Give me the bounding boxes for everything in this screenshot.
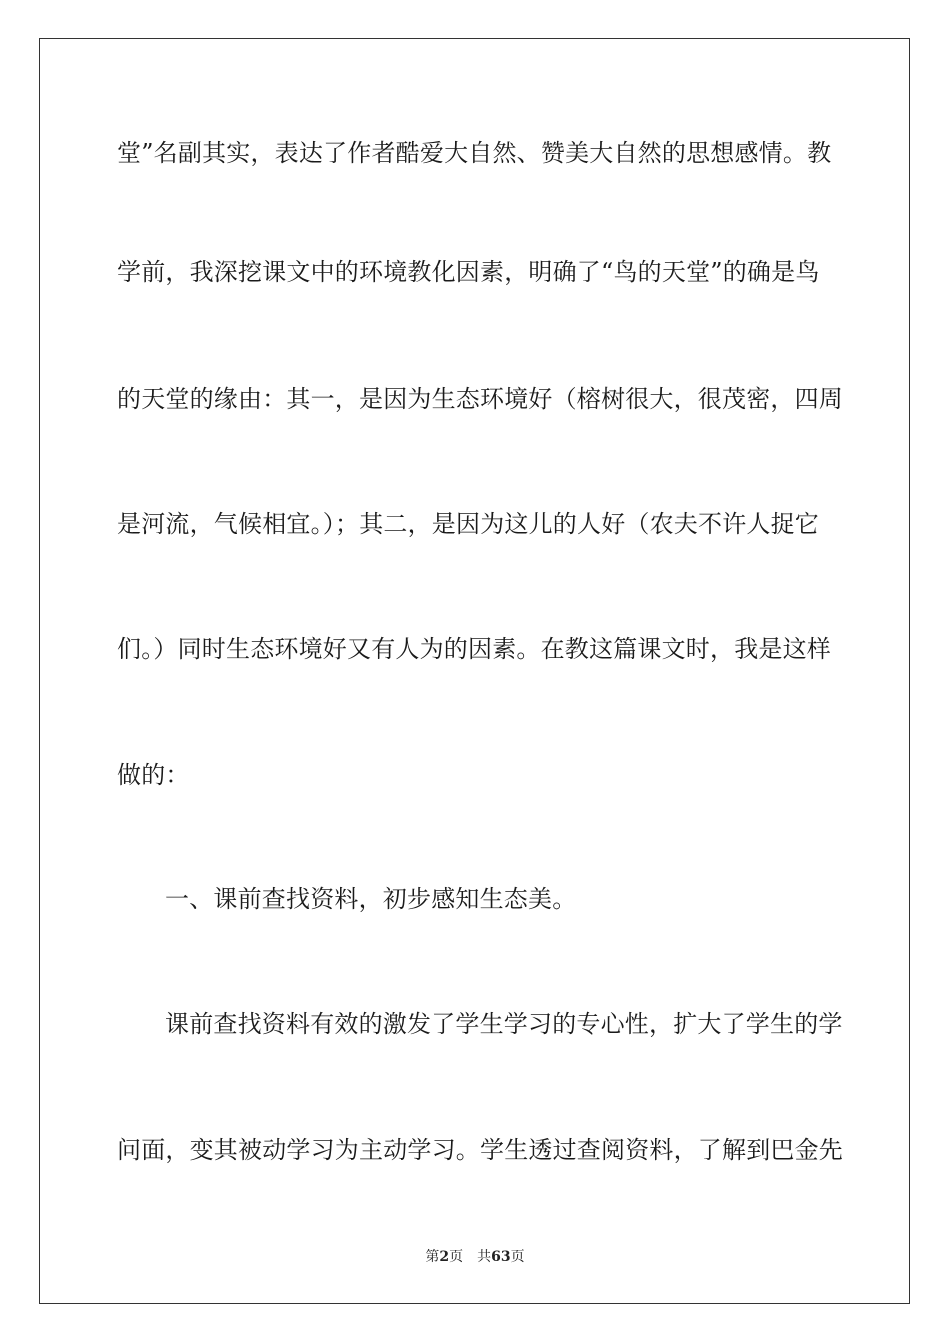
page-border	[39, 38, 910, 1304]
body-line-4: 是河流，气候相宜。）；其二，是因为这儿的人好（农夫不许人捉它	[117, 510, 819, 538]
total-pages: 63	[491, 1249, 511, 1265]
total-suffix: 页	[510, 1249, 525, 1265]
total-prefix: 共	[477, 1249, 492, 1265]
page-prefix: 第	[425, 1249, 440, 1265]
section-heading: 一、课前查找资料，初步感知生态美。	[165, 885, 577, 913]
body-line-1: 堂”名副其实，表达了作者酷爱大自然、赞美大自然的思想感情。教	[117, 139, 832, 167]
body-line-8: 课前查找资料有效的激发了学生学习的专心性，扩大了学生的学	[165, 1010, 843, 1038]
body-line-6: 做的：	[117, 761, 190, 789]
body-line-9: 问面，变其被动学习为主动学习。学生透过查阅资料，了解到巴金先	[117, 1136, 843, 1164]
page-suffix: 页	[449, 1249, 464, 1265]
body-line-2: 学前，我深挖课文中的环境教化因素，明确了“鸟的天堂”的确是鸟	[117, 258, 820, 286]
body-line-5: 们。）同时生态环境好又有人为的因素。在教这篇课文时，我是这样	[117, 635, 831, 663]
page-number: 2	[439, 1249, 450, 1265]
body-line-3: 的天堂的缘由：其一，是因为生态环境好（榕树很大，很茂密，四周	[117, 385, 843, 413]
page-footer	[0, 1247, 950, 1267]
